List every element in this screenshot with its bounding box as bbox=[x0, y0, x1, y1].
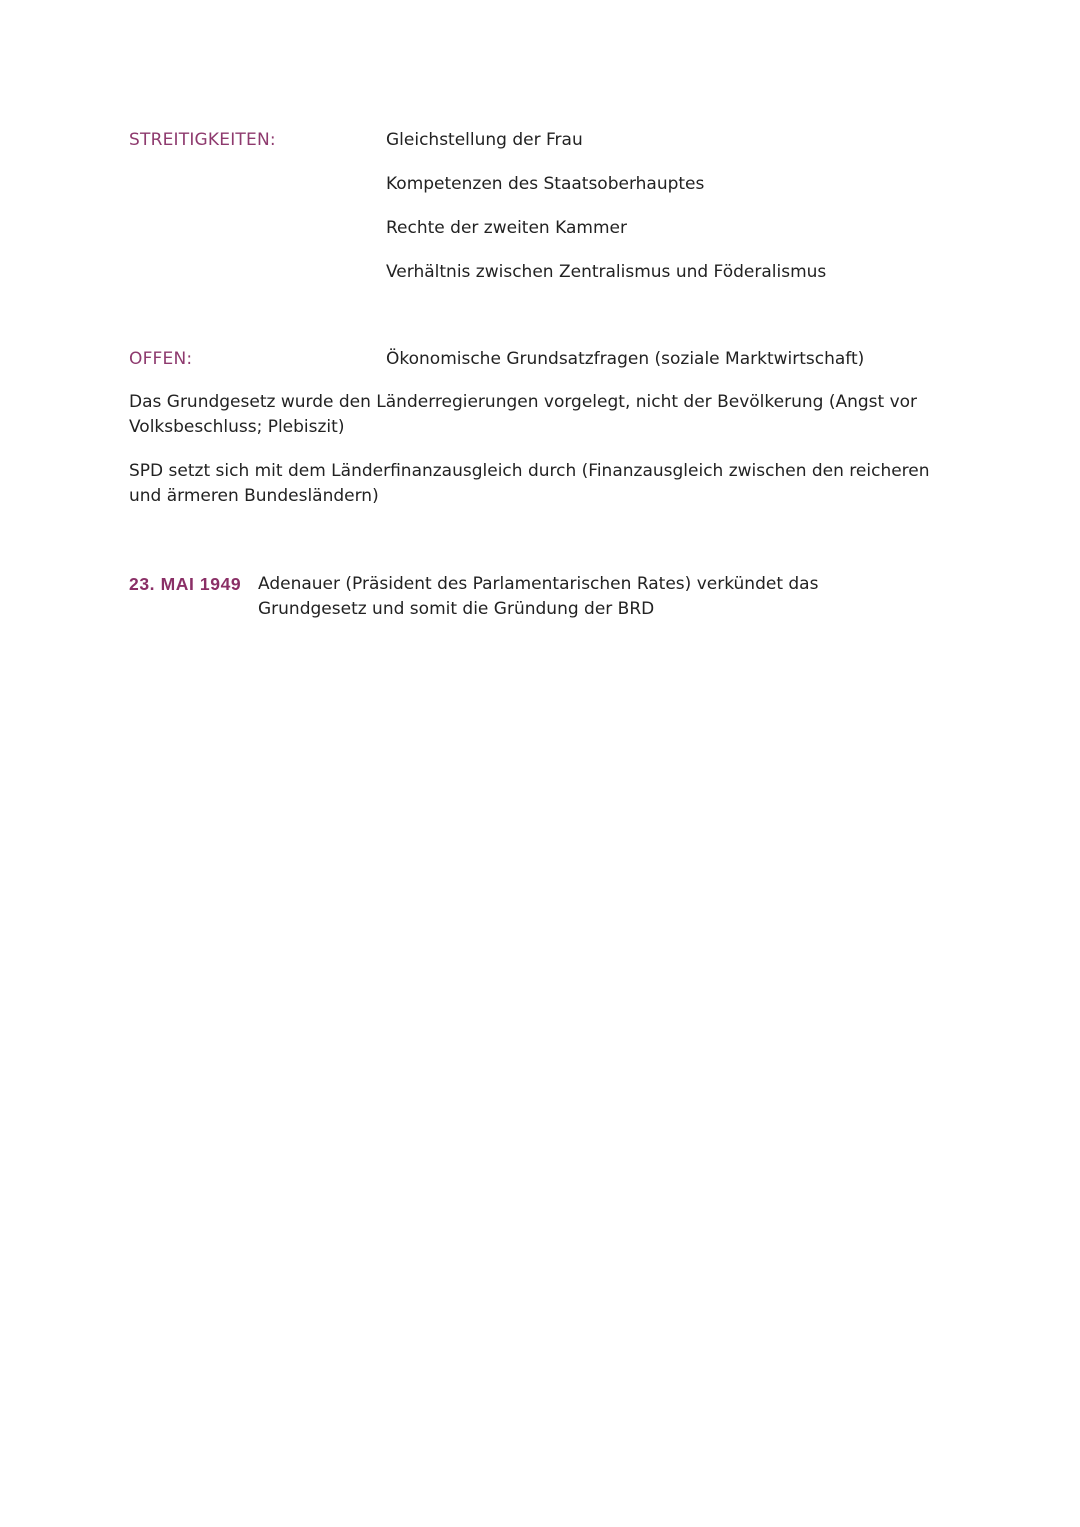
offen-item: Ökonomische Grundsatzfragen (soziale Marktwirtschaft) bbox=[386, 349, 865, 369]
streitigkeiten-item: Gleichstellung der Frau bbox=[386, 130, 583, 150]
offen-label: OFFEN: bbox=[129, 349, 193, 369]
streitigkeiten-item: Verhältnis zwischen Zentralismus und Föderalismus bbox=[386, 262, 827, 282]
event-text: Adenauer (Präsident des Parlamentarischen Rates) verkündet das Grundgesetz und somit die Gründung der BRD bbox=[258, 574, 819, 619]
paragraph-grundgesetz: Das Grundgesetz wurde den Länderregierungen vorgelegt, nicht der Bevölkerung (Angst vor Volksbeschluss; Plebiszit) bbox=[129, 392, 918, 437]
paragraph-spd: SPD setzt sich mit dem Länderfinanzausgleich durch (Finanzausgleich zwischen den reicheren und ärmeren Bundesländern) bbox=[129, 461, 930, 506]
streitigkeiten-label: STREITIGKEITEN: bbox=[129, 130, 276, 150]
streitigkeiten-item: Rechte der zweiten Kammer bbox=[386, 218, 627, 238]
event-date: 23. MAI 1949 bbox=[129, 574, 242, 594]
streitigkeiten-item: Kompetenzen des Staatsoberhauptes bbox=[386, 174, 705, 194]
